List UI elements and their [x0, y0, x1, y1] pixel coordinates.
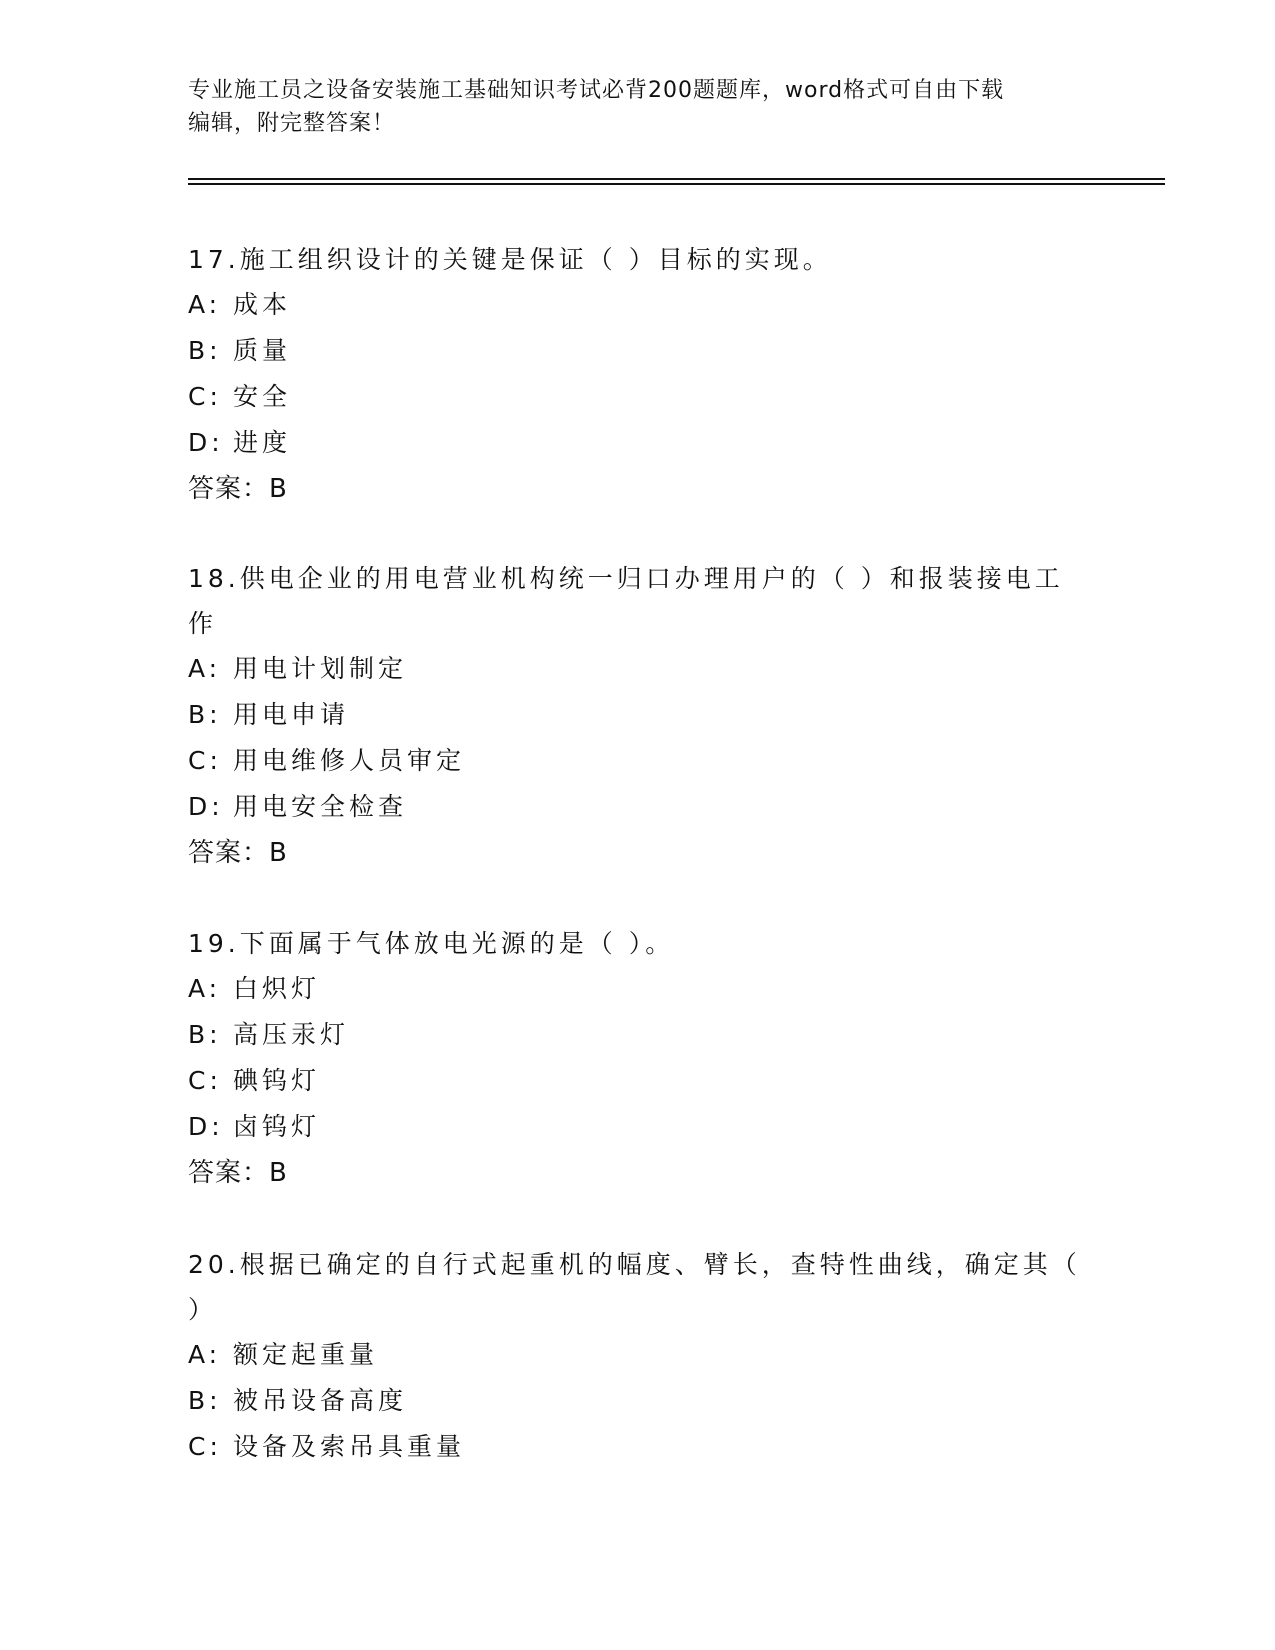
option-key: B: — [188, 700, 222, 729]
option-a — [188, 1332, 1088, 1378]
answer-label: 答案：B — [188, 1158, 288, 1188]
option-text: 用电安全检查 — [233, 792, 408, 821]
option-text: 碘钨灯 — [233, 1066, 321, 1095]
question-title — [188, 921, 1088, 966]
option-b — [188, 692, 1088, 738]
option-text: 卤钨灯 — [233, 1112, 321, 1141]
option-c — [188, 374, 1088, 420]
option-c — [188, 738, 1088, 784]
option-d — [188, 1104, 1088, 1150]
option-a — [188, 966, 1088, 1012]
option-b — [188, 1378, 1088, 1424]
question-title-line: 18.供电企业的用电营业机构统一归口办理用户的（ ）和报装接电工 — [188, 564, 1064, 593]
question-title-line: ） — [188, 1295, 218, 1324]
header-divider-top — [188, 178, 1165, 180]
option-text: 用电维修人员审定 — [233, 746, 466, 775]
question-title — [188, 237, 1088, 282]
option-d — [188, 784, 1088, 830]
question-title-line: 17.施工组织设计的关键是保证（ ）目标的实现。 — [188, 245, 832, 274]
option-text: 额定起重量 — [233, 1340, 379, 1369]
question-18 — [188, 556, 1088, 876]
option-key: A: — [188, 974, 222, 1003]
option-key: A: — [188, 654, 222, 683]
option-a — [188, 282, 1088, 328]
option-key: C: — [188, 1432, 222, 1461]
option-text: 安全 — [233, 382, 292, 411]
option-key: D: — [188, 428, 224, 457]
option-text: 设备及索吊具重量 — [233, 1432, 466, 1461]
answer-label: 答案：B — [188, 838, 288, 868]
question-17 — [188, 237, 1088, 512]
option-key: C: — [188, 746, 222, 775]
question-title — [188, 556, 1088, 646]
option-text: 高压汞灯 — [233, 1020, 350, 1049]
question-title-line: 19.下面属于气体放电光源的是（ ）。 — [188, 929, 675, 958]
option-text: 用电计划制定 — [233, 654, 408, 683]
header-line-1: 专业施工员之设备安装施工基础知识考试必背200题题库，word格式可自由下载 — [188, 78, 1005, 103]
question-title-line: 作 — [188, 609, 218, 638]
option-text: 被吊设备高度 — [233, 1386, 408, 1415]
option-key: A: — [188, 1340, 222, 1369]
option-key: B: — [188, 1386, 222, 1415]
option-b — [188, 1012, 1088, 1058]
option-key: C: — [188, 1066, 222, 1095]
document-header — [188, 74, 1088, 140]
header-divider-bottom — [188, 183, 1165, 185]
question-19 — [188, 921, 1088, 1196]
option-key: D: — [188, 792, 224, 821]
option-text: 白炽灯 — [233, 974, 321, 1003]
option-text: 成本 — [233, 290, 292, 319]
header-line-2: 编辑，附完整答案！ — [188, 111, 396, 136]
option-d — [188, 420, 1088, 466]
option-key: B: — [188, 336, 222, 365]
option-text: 用电申请 — [233, 700, 350, 729]
option-key: D: — [188, 1112, 224, 1141]
option-key: B: — [188, 1020, 222, 1049]
question-title-line: 20.根据已确定的自行式起重机的幅度、臂长，查特性曲线，确定其（ — [188, 1250, 1081, 1279]
option-key: A: — [188, 290, 222, 319]
option-a — [188, 646, 1088, 692]
option-b — [188, 328, 1088, 374]
option-c — [188, 1424, 1088, 1470]
option-text: 质量 — [233, 336, 292, 365]
option-c — [188, 1058, 1088, 1104]
option-key: C: — [188, 382, 222, 411]
option-text: 进度 — [233, 428, 292, 457]
question-title — [188, 1242, 1088, 1332]
question-20 — [188, 1242, 1088, 1470]
answer-label: 答案：B — [188, 474, 288, 504]
